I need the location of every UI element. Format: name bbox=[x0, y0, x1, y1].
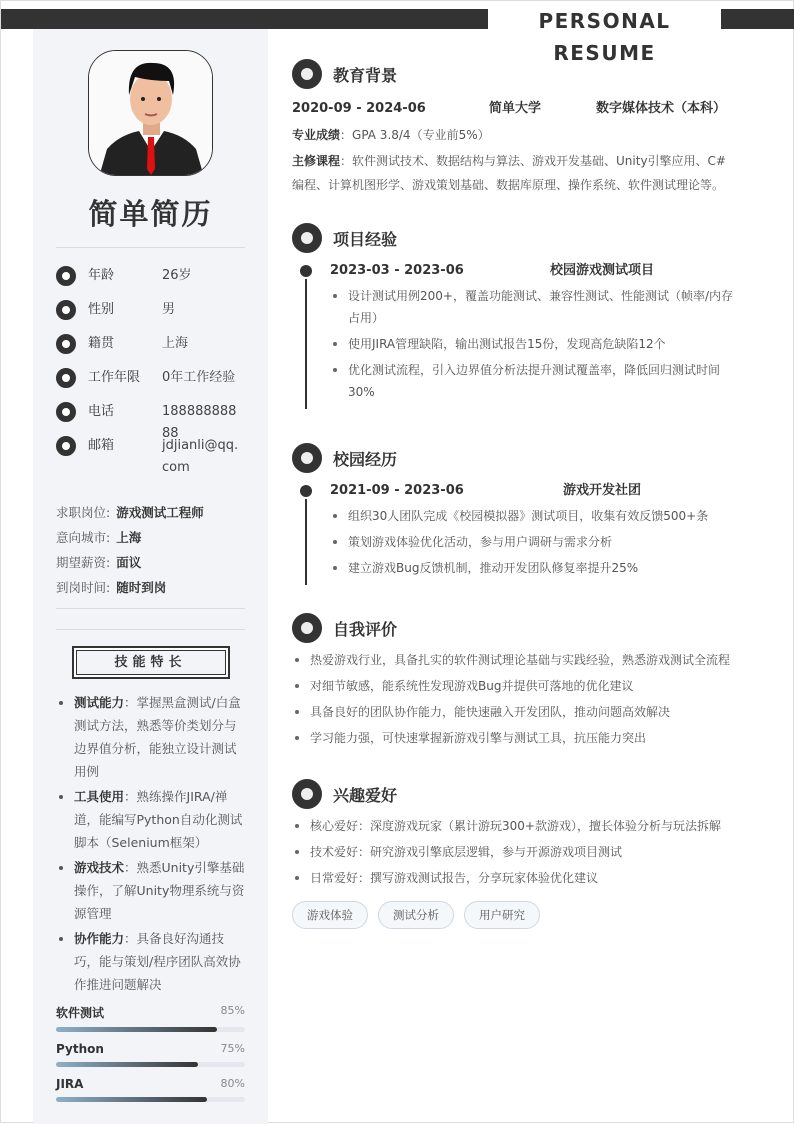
job-intent bbox=[56, 500, 245, 600]
section-title: 自我评价 bbox=[333, 619, 398, 639]
info-value: 男 bbox=[162, 302, 176, 317]
job-key: 期望薪资: bbox=[56, 555, 111, 570]
bar-percent: 85% bbox=[220, 1004, 245, 1017]
campus-period: 2021-09 - 2023-06 bbox=[330, 483, 464, 498]
tag: 用户研究 bbox=[464, 901, 540, 929]
ring-icon bbox=[56, 266, 76, 286]
job-value: 上海 bbox=[116, 530, 142, 545]
section-self-evaluation bbox=[292, 613, 737, 749]
divider bbox=[56, 629, 245, 630]
section-hobbies bbox=[292, 779, 737, 929]
section-campus bbox=[292, 443, 737, 579]
bar-percent: 80% bbox=[220, 1077, 245, 1090]
skill-item bbox=[56, 856, 245, 925]
bar-name: Python bbox=[56, 1042, 104, 1056]
list-item: 对细节敏感，能系统性发现游戏Bug并提供可落地的优化建议 bbox=[292, 675, 737, 697]
list-item: 核心爱好：深度游戏玩家（累计游玩300+款游戏），擅长体验分析与玩法拆解 bbox=[292, 815, 737, 837]
skill-text: ：具备良好沟通技巧，能与策划/程序团队高效协作推进问题解决 bbox=[74, 931, 241, 992]
section-title: 兴趣爱好 bbox=[333, 785, 398, 805]
job-row bbox=[56, 525, 245, 550]
list-item: 组织30人团队完成《校园模拟器》测试项目，收集有效反馈500+条 bbox=[330, 505, 737, 527]
job-key: 到岗时间: bbox=[56, 580, 111, 595]
progress-fill bbox=[56, 1027, 217, 1032]
info-label: 年龄 bbox=[88, 268, 115, 283]
list-item: 策划游戏体验优化活动，参与用户调研与需求分析 bbox=[330, 531, 737, 553]
avatar bbox=[88, 50, 213, 176]
list-item: 设计测试用例200+，覆盖功能测试、兼容性测试、性能测试（帧率/内存占用） bbox=[330, 285, 737, 329]
bar-name: 软件测试 bbox=[56, 1006, 105, 1020]
list-item: 优化测试流程，引入边界值分析法提升测试覆盖率，降低回归测试时间30% bbox=[330, 359, 737, 403]
info-label: 邮箱 bbox=[88, 438, 115, 453]
resume-title: PERSONAL RESUME bbox=[488, 5, 721, 35]
edu-period: 2020-09 - 2024-06 bbox=[292, 101, 426, 116]
campus-name: 游戏开发社团 bbox=[563, 483, 642, 498]
skill-item bbox=[56, 785, 245, 854]
job-row bbox=[56, 575, 245, 600]
list-item: 建立游戏Bug反馈机制，推动开发团队修复率提升25% bbox=[330, 557, 737, 579]
section-title: 教育背景 bbox=[333, 65, 398, 85]
job-value: 面议 bbox=[116, 555, 142, 570]
info-label: 籍贯 bbox=[88, 336, 115, 351]
edu-courses bbox=[292, 149, 737, 197]
info-hometown bbox=[56, 336, 245, 370]
info-label: 性别 bbox=[88, 302, 115, 317]
skill-text: ：熟练操作JIRA/禅道，能编写Python自动化测试脚本（Selenium框架） bbox=[74, 789, 243, 850]
skill-key: 工具使用 bbox=[74, 789, 125, 804]
course-value: ：软件测试技术、数据结构与算法、游戏开发基础、Unity引擎应用、C#编程、计算机图形学、游戏策划基础、数据库原理、操作系统、软件测试理论等。 bbox=[292, 154, 726, 192]
bar-name: JIRA bbox=[56, 1077, 84, 1091]
project-name: 校园游戏测试项目 bbox=[550, 263, 655, 278]
info-email bbox=[56, 438, 245, 496]
info-value: 18888888888 bbox=[162, 404, 237, 441]
job-row bbox=[56, 550, 245, 575]
score-value: ：GPA 3.8/4（专业前5%） bbox=[340, 128, 490, 142]
list-item: 日常爱好：撰写游戏测试报告，分享玩家体验优化建议 bbox=[292, 867, 737, 889]
skill-text: ：熟悉Unity引擎基础操作，了解Unity物理系统与资源管理 bbox=[74, 860, 245, 921]
ring-icon bbox=[56, 436, 76, 456]
section-projects bbox=[292, 223, 737, 403]
progress-fill bbox=[56, 1097, 207, 1102]
section-title: 校园经历 bbox=[333, 449, 398, 469]
section-education bbox=[292, 59, 737, 197]
list-item: 具备良好的团队协作能力，能快速融入开发团队，推动问题高效解决 bbox=[292, 701, 737, 723]
section-title: 项目经验 bbox=[333, 229, 398, 249]
divider bbox=[56, 247, 245, 248]
ring-icon bbox=[56, 402, 76, 422]
info-experience bbox=[56, 370, 245, 404]
list-item: 学习能力强，可快速掌握新游戏引擎与测试工具，抗压能力突出 bbox=[292, 727, 737, 749]
skill-key: 协作能力 bbox=[74, 931, 125, 946]
section-ring-icon bbox=[292, 779, 322, 809]
timeline-item bbox=[292, 261, 737, 403]
info-label: 工作年限 bbox=[88, 370, 141, 385]
info-phone bbox=[56, 404, 245, 441]
section-ring-icon bbox=[292, 443, 322, 473]
ring-icon bbox=[56, 334, 76, 354]
timeline-item bbox=[292, 481, 737, 579]
list-item: 技术爱好：研究游戏引擎底层逻辑，参与开源游戏项目测试 bbox=[292, 841, 737, 863]
ring-icon bbox=[56, 300, 76, 320]
info-value: 0年工作经验 bbox=[162, 370, 236, 385]
timeline-dot-icon bbox=[300, 265, 312, 277]
list-item: 使用JIRA管理缺陷，输出测试报告15份，发现高危缺陷12个 bbox=[330, 333, 737, 355]
job-row bbox=[56, 500, 245, 525]
info-label: 电话 bbox=[88, 404, 115, 419]
skill-item bbox=[56, 691, 245, 783]
section-ring-icon bbox=[292, 59, 322, 89]
info-age bbox=[56, 268, 245, 302]
sidebar bbox=[33, 29, 268, 1124]
project-period: 2023-03 - 2023-06 bbox=[330, 263, 464, 278]
progress-track bbox=[56, 1097, 245, 1102]
info-value: 26岁 bbox=[162, 268, 192, 283]
info-gender bbox=[56, 302, 245, 336]
personal-info bbox=[56, 268, 245, 496]
skill-bars bbox=[56, 1004, 245, 1102]
edu-major: 数字媒体技术（本科） bbox=[596, 101, 727, 116]
skill-item bbox=[56, 927, 245, 996]
list-item: 热爱游戏行业，具备扎实的软件测试理论基础与实践经验，熟悉游戏测试全流程 bbox=[292, 649, 737, 671]
score-key: 专业成绩 bbox=[292, 128, 341, 142]
edu-score bbox=[292, 123, 737, 147]
main-content bbox=[292, 59, 737, 955]
divider bbox=[56, 608, 245, 609]
progress-track bbox=[56, 1027, 245, 1032]
timeline-dot-icon bbox=[300, 485, 312, 497]
info-value: jdjianli@qq.com bbox=[162, 438, 239, 475]
skill-text: ：掌握黑盒测试/白盒测试方法，熟悉等价类划分与边界值分析，能独立设计测试用例 bbox=[74, 695, 241, 779]
tag: 游戏体验 bbox=[292, 901, 368, 929]
skills-list bbox=[56, 691, 245, 996]
job-key: 求职岗位: bbox=[56, 505, 111, 520]
job-key: 意向城市: bbox=[56, 530, 111, 545]
progress-track bbox=[56, 1062, 245, 1067]
course-key: 主修课程 bbox=[292, 154, 341, 168]
edu-school: 简单大学 bbox=[489, 101, 542, 116]
name: 简单简历 bbox=[88, 197, 213, 231]
skill-key: 游戏技术 bbox=[74, 860, 125, 875]
section-ring-icon bbox=[292, 613, 322, 643]
skills-heading: 技能特长 bbox=[72, 646, 230, 679]
hobby-tags bbox=[292, 901, 737, 929]
job-value: 游戏测试工程师 bbox=[116, 505, 204, 520]
info-value: 上海 bbox=[162, 336, 189, 351]
ring-icon bbox=[56, 368, 76, 388]
bar-percent: 75% bbox=[220, 1042, 245, 1055]
section-ring-icon bbox=[292, 223, 322, 253]
job-value: 随时到岗 bbox=[116, 580, 167, 595]
tag: 测试分析 bbox=[378, 901, 454, 929]
skill-key: 测试能力 bbox=[74, 695, 125, 710]
progress-fill bbox=[56, 1062, 198, 1067]
